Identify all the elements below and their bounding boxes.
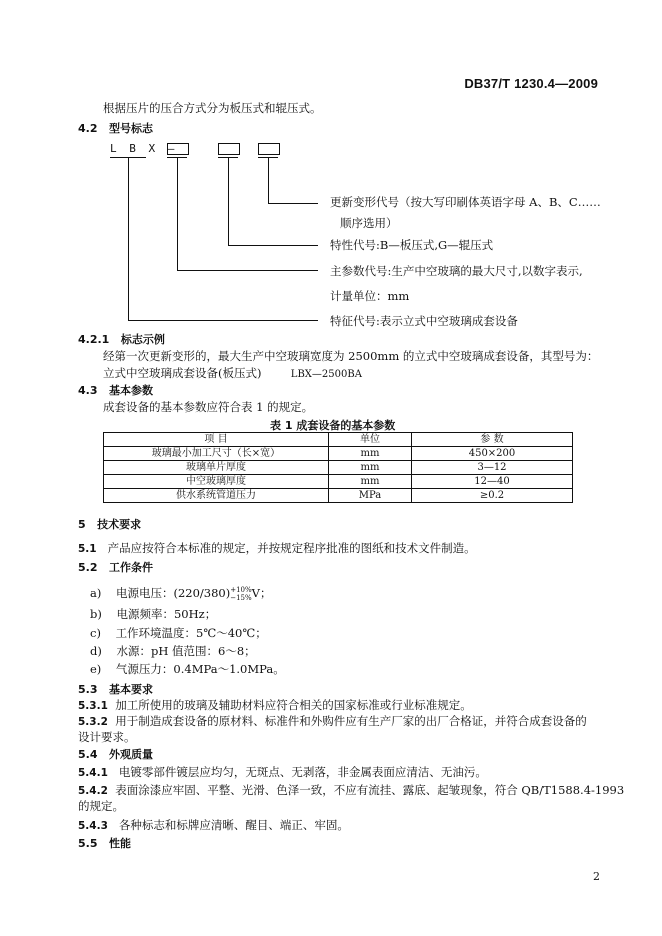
code-box-revision — [258, 143, 280, 155]
cell-value: 3—12 — [412, 461, 573, 475]
section-title: 技术要求 — [97, 518, 142, 531]
list-marker: d) — [90, 644, 102, 658]
section-number: 5.4.1 — [78, 767, 108, 779]
cell-unit: MPa — [329, 489, 412, 503]
list-marker: e) — [90, 662, 102, 676]
leader-lbx-v — [128, 157, 129, 320]
s543-paragraph — [78, 817, 349, 834]
leader-revision-h — [268, 203, 318, 204]
leader-feature-v — [228, 157, 229, 245]
leader-feature-h — [228, 245, 318, 246]
table-row — [104, 475, 573, 489]
s531-paragraph — [78, 697, 472, 714]
section-5-4-heading — [78, 746, 153, 762]
params-table — [103, 432, 573, 503]
section-number: 5.3.2 — [78, 716, 108, 728]
section-number: 5.3.1 — [78, 700, 108, 712]
s542-paragraph — [78, 782, 624, 799]
list-text: 电源电压：(220/380) — [115, 586, 231, 600]
leader-mainparam-v — [177, 157, 178, 270]
list-text: 水源：pH 值范围：6～8； — [116, 644, 256, 658]
s531-text: 加工所使用的玻璃及辅助材料应符合相关的国家标准或行业标准规定。 — [115, 698, 472, 712]
cell-unit: mm — [329, 461, 412, 475]
list-item-d — [90, 643, 256, 659]
model-code-prefix: L B X — — [110, 142, 178, 155]
label-main-param: 主参数代号:生产中空玻璃的最大尺寸,以数字表示, — [330, 264, 583, 278]
example-line-1: 经第一次更新变形的，最大生产中空玻璃宽度为 2500mm 的立式中空玻璃成套设备，其型号为： — [103, 349, 599, 363]
section-4-2-1-heading — [78, 331, 165, 347]
list-suffix: V； — [251, 586, 272, 600]
label-characteristic: 特征代号:表示立式中空玻璃成套设备 — [330, 314, 518, 328]
s541-paragraph — [78, 764, 487, 781]
section-4-2-heading — [78, 120, 153, 136]
s542-text: 表面涂漆应牢固、平整、光滑、色泽一致，不应有流挂、露底、起皱现象，符合 QB/T1588.4-1993 — [115, 783, 625, 797]
section-5-heading — [78, 516, 141, 532]
section-title: 标志示例 — [120, 333, 165, 346]
list-text: 工作环境温度：5℃～40℃； — [115, 626, 267, 640]
section-number: 5 — [78, 518, 86, 531]
page-number: 2 — [593, 870, 600, 883]
tolerance-lower: −15% — [230, 594, 252, 602]
header-value: 参 数 — [412, 433, 573, 447]
cell-unit: mm — [329, 475, 412, 489]
leader-revision-v — [268, 157, 269, 203]
section-number: 5.3 — [78, 683, 98, 696]
section-title: 基本要求 — [109, 683, 153, 696]
table-row — [104, 489, 573, 503]
example-line-2 — [103, 365, 362, 383]
section-5-5-heading — [78, 835, 131, 851]
leader-mainparam-h — [177, 270, 318, 271]
cell-value: 450×200 — [412, 447, 573, 461]
cell-item: 供水系统管道压力 — [104, 489, 329, 503]
list-marker: c) — [90, 626, 101, 640]
section-number: 4.2 — [78, 122, 98, 135]
section-5-2-heading — [78, 559, 153, 575]
header-item: 项 目 — [104, 433, 329, 447]
table-row — [104, 447, 573, 461]
cell-item: 玻璃单片厚度 — [104, 461, 329, 475]
example-code: LBX—2500BA — [290, 369, 362, 380]
code-box-main-param — [167, 143, 189, 155]
section-title: 外观质量 — [109, 748, 153, 761]
s542-continuation: 的规定。 — [78, 799, 124, 813]
section-number: 5.4.3 — [78, 820, 108, 832]
s51-paragraph — [78, 540, 476, 557]
section-title: 性能 — [109, 837, 131, 850]
intro-paragraph: 根据压片的压合方式分为板压式和辊压式。 — [103, 101, 322, 115]
list-text: 气源压力：0.4MPa～1.0MPa。 — [115, 662, 285, 676]
s532-continuation: 设计要求。 — [78, 730, 136, 744]
section-number: 4.2.1 — [78, 333, 110, 346]
label-feature: 特性代号:B—板压式,G—辊压式 — [330, 238, 494, 252]
table-caption: 表 1 成套设备的基本参数 — [270, 419, 396, 432]
cell-value: ≥0.2 — [412, 489, 573, 503]
section-number: 5.1 — [78, 543, 97, 555]
s543-text: 各种标志和标牌应清晰、醒目、端正、牢固。 — [118, 818, 349, 832]
list-item-e — [90, 661, 285, 677]
section-title: 工作条件 — [109, 561, 153, 574]
label-unit: 计量单位：mm — [330, 289, 410, 303]
list-item-c — [90, 625, 267, 641]
s541-text: 电镀零部件镀层应均匀，无斑点、无剥落，非金属表面应清洁、无油污。 — [118, 765, 487, 779]
section-title: 型号标志 — [109, 122, 153, 135]
code-box-feature — [218, 143, 240, 155]
header-unit: 单位 — [329, 433, 412, 447]
section-number: 5.4 — [78, 748, 98, 761]
s532-paragraph — [78, 713, 587, 730]
list-marker: b) — [90, 607, 102, 621]
s51-text: 产品应按符合本标准的规定，并按规定程序批准的图纸和技术文件制造。 — [107, 541, 476, 555]
s43-paragraph: 成套设备的基本参数应符合表 1 的规定。 — [103, 400, 314, 414]
list-item-a — [90, 585, 271, 602]
s532-text: 用于制造成套设备的原材料、标准件和外购件应有生产厂家的出厂合格证，并符合成套设备的 — [115, 714, 587, 728]
document-id: DB37/T 1230.4—2009 — [464, 76, 598, 91]
section-number: 5.5 — [78, 837, 98, 850]
section-number: 5.2 — [78, 561, 98, 574]
label-revision-cont: 顺序选用） — [340, 216, 398, 230]
section-5-3-heading — [78, 681, 153, 697]
section-number: 4.3 — [78, 384, 98, 397]
list-marker: a) — [90, 586, 102, 600]
section-4-3-heading — [78, 382, 153, 398]
table-row — [104, 461, 573, 475]
section-title: 基本参数 — [109, 384, 153, 397]
section-number: 5.4.2 — [78, 785, 108, 797]
table-header-row — [104, 433, 573, 447]
tolerance-upper: +10% — [230, 586, 252, 594]
label-revision: 更新变形代号（按大写印刷体英语字母 A、B、C…… — [330, 195, 601, 209]
list-text: 电源频率：50Hz； — [116, 607, 217, 621]
cell-value: 12—40 — [412, 475, 573, 489]
example-desc: 立式中空玻璃成套设备(板压式) — [103, 366, 262, 380]
cell-item: 中空玻璃厚度 — [104, 475, 329, 489]
cell-unit: mm — [329, 447, 412, 461]
leader-lbx-h — [128, 320, 318, 321]
cell-item: 玻璃最小加工尺寸（长×宽） — [104, 447, 329, 461]
list-item-b — [90, 606, 216, 622]
